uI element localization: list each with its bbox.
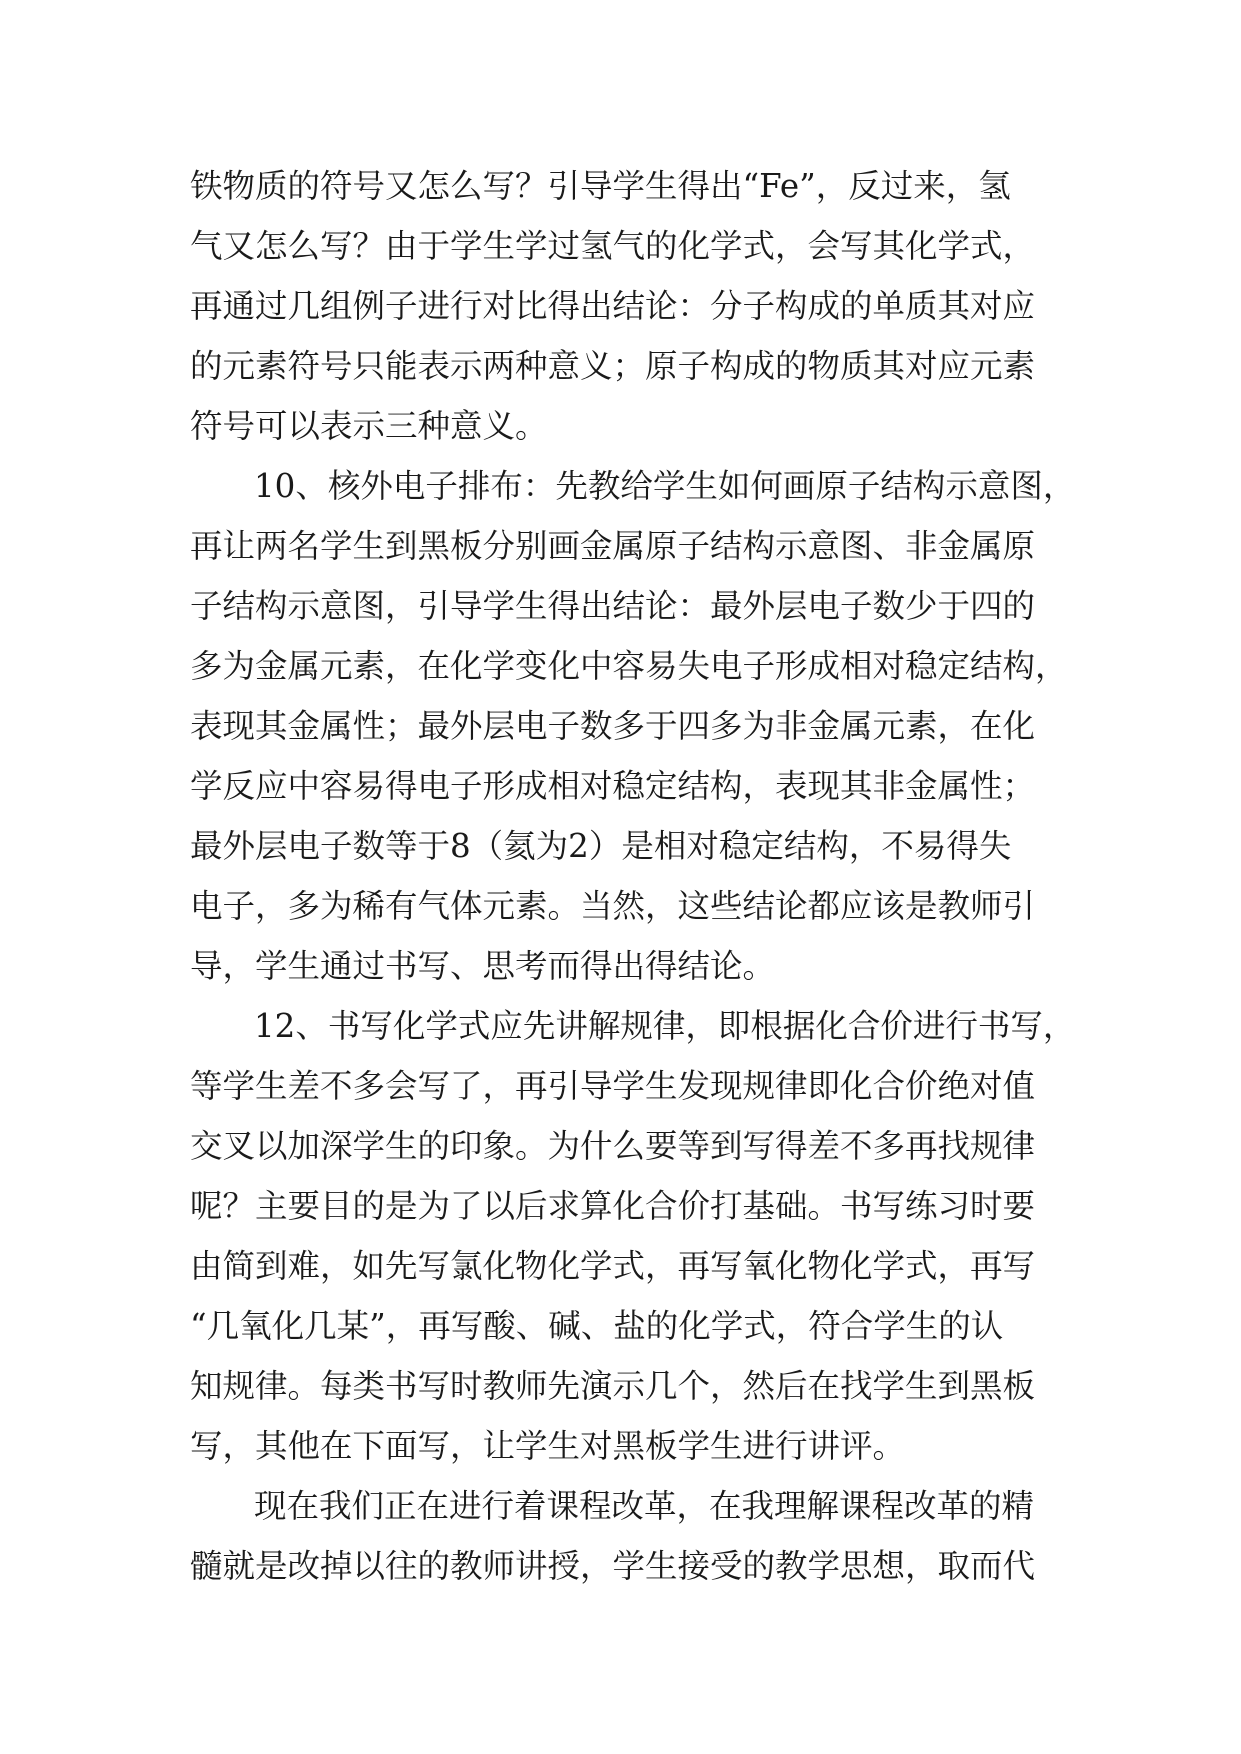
text-line: 交叉以加深学生的印象。为什么要等到写得差不多再找规律 [190, 1127, 1036, 1165]
text-line: 的元素符号只能表示两种意义；原子构成的物质其对应元素 [190, 347, 1036, 385]
text-line: 知规律。每类书写时教师先演示几个，然后在找学生到黑板 [190, 1367, 1036, 1405]
text-line: 再让两名学生到黑板分别画金属原子结构示意图、非金属原 [190, 527, 1036, 565]
text-line: 学反应中容易得电子形成相对稳定结构，表现其非金属性； [190, 767, 1036, 805]
text-line: 最外层电子数等于8（氦为2）是相对稳定结构，不易得失 [190, 827, 1012, 865]
paragraph-start-line: 12、书写化学式应先讲解规律，即根据化合价进行书写， [254, 1007, 1076, 1045]
text-line: 电子，多为稀有气体元素。当然，这些结论都应该是教师引 [190, 887, 1036, 925]
text-line: 等学生差不多会写了，再引导学生发现规律即化合价绝对值 [190, 1067, 1036, 1105]
paragraph-start-line: 现在我们正在进行着课程改革，在我理解课程改革的精 [254, 1487, 1035, 1525]
text-line: “几氧化几某”，再写酸、碱、盐的化学式，符合学生的认 [190, 1307, 1004, 1345]
text-line: 再通过几组例子进行对比得出结论：分子构成的单质其对应 [190, 287, 1036, 325]
text-line: 气又怎么写？由于学生学过氢气的化学式，会写其化学式， [190, 227, 1036, 265]
text-line: 髓就是改掉以往的教师讲授，学生接受的教学思想，取而代 [190, 1547, 1036, 1585]
text-line: 由简到难，如先写氯化物化学式，再写氧化物化学式，再写 [190, 1247, 1036, 1285]
text-line: 导，学生通过书写、思考而得出得结论。 [190, 947, 776, 985]
body-text [190, 156, 1076, 1596]
text-line: 铁物质的符号又怎么写？引导学生得出“Fe”，反过来，氢 [190, 167, 1011, 205]
text-line: 多为金属元素，在化学变化中容易失电子形成相对稳定结构， [190, 647, 1068, 685]
text-line: 子结构示意图，引导学生得出结论：最外层电子数少于四的 [190, 587, 1036, 625]
paragraph-start-line: 10、核外电子排布：先教给学生如何画原子结构示意图， [254, 467, 1076, 505]
text-line: 呢？主要目的是为了以后求算化合价打基础。书写练习时要 [190, 1187, 1036, 1225]
text-line: 符号可以表示三种意义。 [190, 407, 548, 445]
text-line: 写，其他在下面写，让学生对黑板学生进行讲评。 [190, 1427, 906, 1465]
text-line: 表现其金属性；最外层电子数多于四多为非金属元素，在化 [190, 707, 1036, 745]
